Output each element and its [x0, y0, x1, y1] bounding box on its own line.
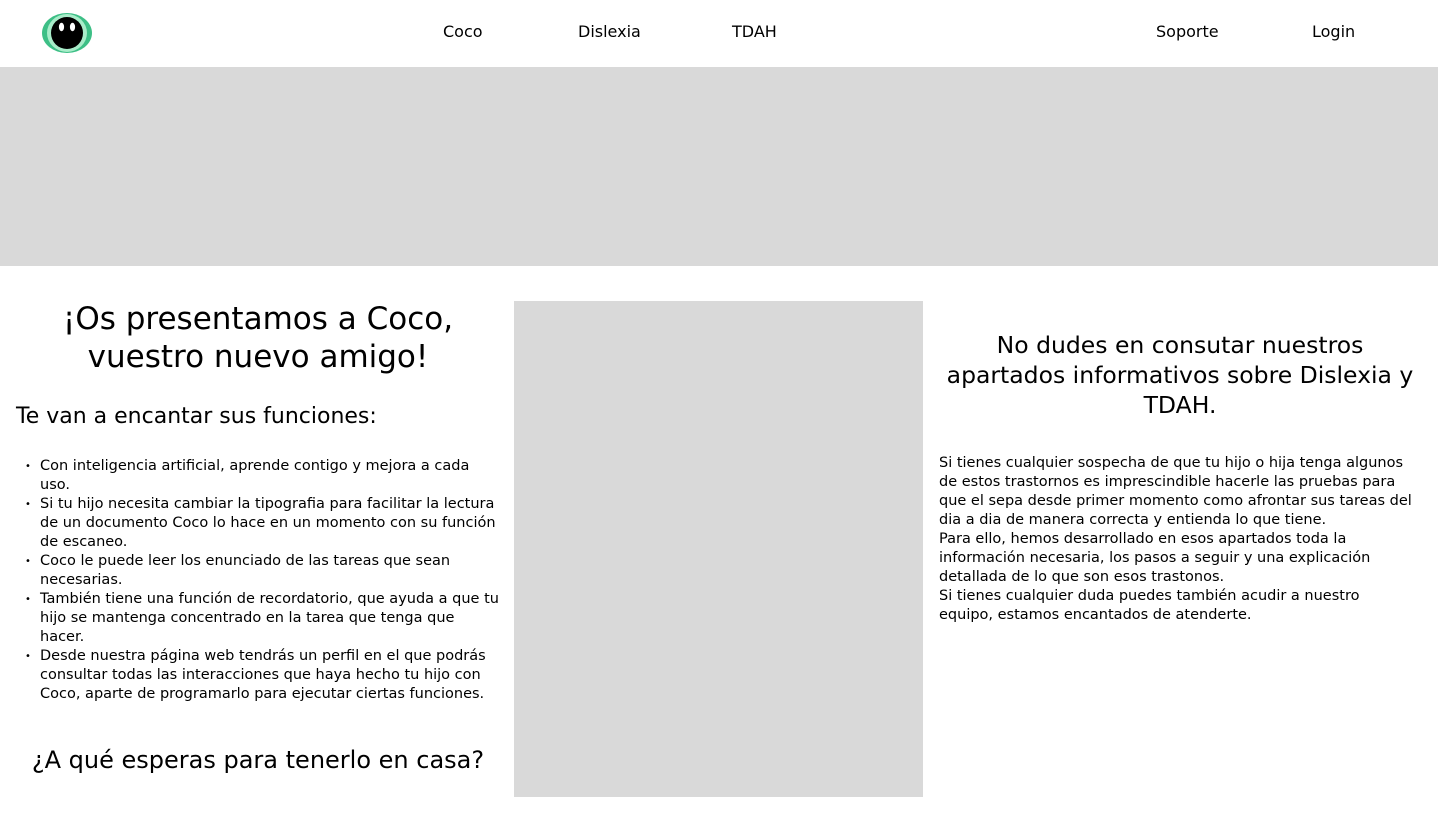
cta-heading: ¿A qué esperas para tenerlo en casa?: [31, 746, 485, 774]
robot-face-logo-icon[interactable]: [41, 12, 93, 54]
info-section: [939, 330, 1421, 623]
product-image-placeholder: [514, 301, 923, 797]
info-text: [939, 454, 1417, 625]
features-list: [16, 457, 500, 704]
page-title: ¡Os presentamos a Coco, vuestro nuevo amigo!: [62, 301, 454, 375]
login-button[interactable]: Login: [1312, 22, 1356, 41]
nav-link-soporte[interactable]: Soporte: [1156, 22, 1219, 41]
info-paragraph: Si tienes cualquier sospecha de que tu hijo o hija tenga algunos de estos trastornos es imprescindible hacerle las pruebas para que el sepa desde primer momento como afrontar sus tareas del dia a dia de manera correcta y entienda lo que tiene.: [939, 455, 1412, 528]
info-paragraph: Si tienes cualquier duda puedes también acudir a nuestro equipo, estamos encantados de atenderte.: [939, 588, 1360, 623]
info-heading: No dudes en consutar nuestros apartados informativos sobre Dislexia y TDAH.: [946, 331, 1414, 419]
list-item: • Si tu hijo necesita cambiar la tipografia para facilitar la lectura de un documento Coco lo hace en un momento con su función de escaneo.: [40, 495, 500, 552]
list-item: • También tiene una función de recordatorio, que ayuda a que tu hijo se mantenga concentrado en la tarea que tenga que hacer.: [40, 590, 500, 647]
nav-link-coco[interactable]: Coco: [443, 22, 483, 41]
features-heading: Te van a encantar sus funciones:: [16, 404, 377, 429]
nav-link-tdah[interactable]: TDAH: [732, 22, 777, 41]
list-item: • Coco le puede leer los enunciado de las tareas que sean necesarias.: [40, 552, 500, 590]
intro-section: [16, 300, 500, 774]
nav-link-dislexia[interactable]: Dislexia: [578, 22, 641, 41]
hero-banner-placeholder: [0, 67, 1438, 266]
top-nav: [0, 0, 1438, 67]
list-item: • Con inteligencia artificial, aprende contigo y mejora a cada uso.: [40, 457, 500, 495]
info-paragraph: Para ello, hemos desarrollado en esos apartados toda la información necesaria, los pasos a seguir y una explicación detallada de lo que son esos trastonos.: [939, 531, 1371, 585]
list-item: • Desde nuestra página web tendrás un perfil en el que podrás consultar todas las interacciones que haya hecho tu hijo con Coco, aparte de programarlo para ejecutar ciertas funciones.: [40, 647, 500, 704]
